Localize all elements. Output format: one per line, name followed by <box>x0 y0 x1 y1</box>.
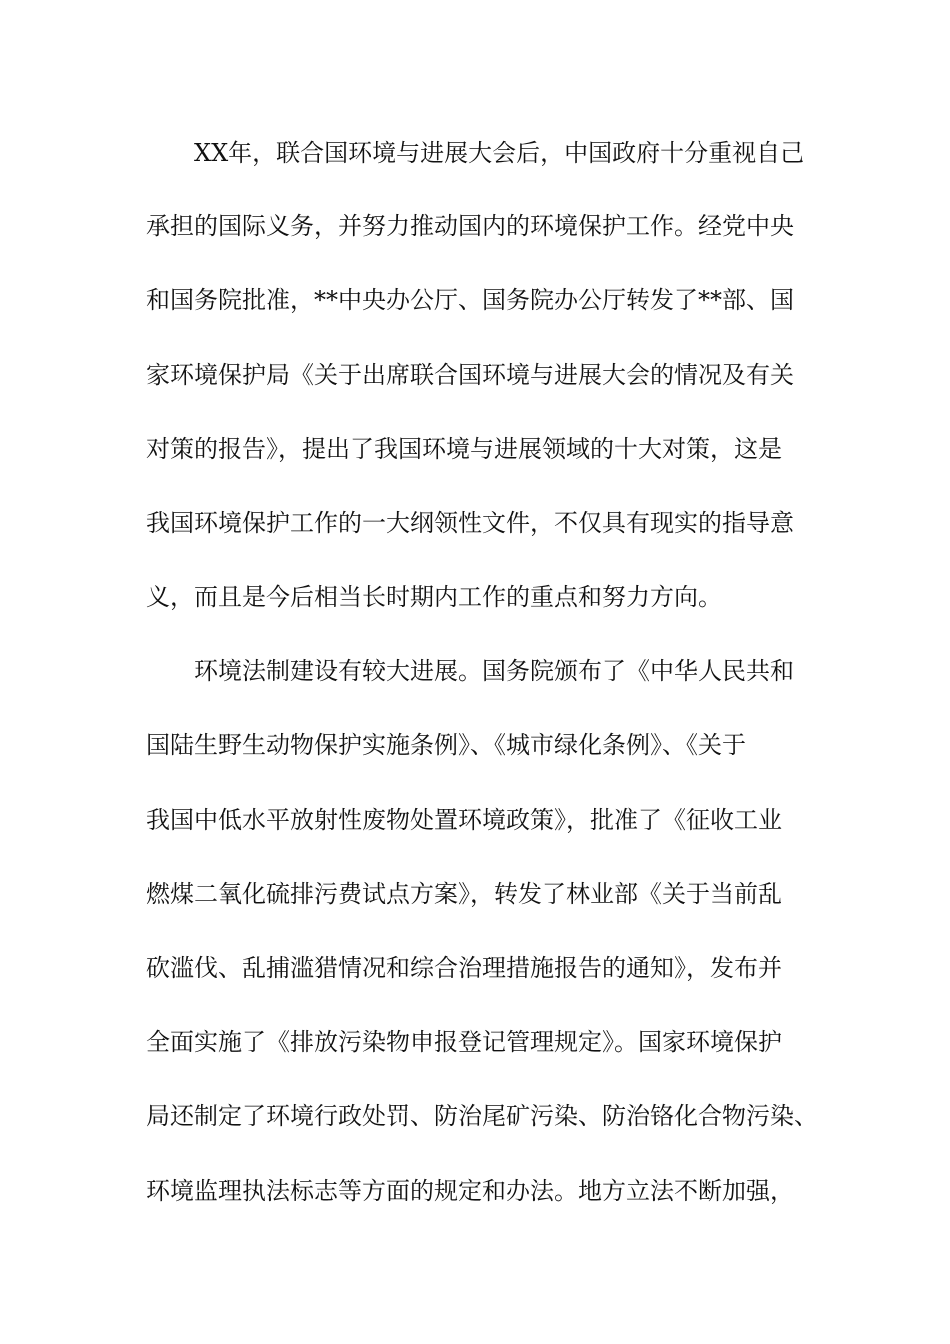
paragraph-1-line-5: 对策的报告》，提出了我国环境与进展领域的十大对策，这是 <box>146 435 782 463</box>
paragraph-2-line-5: 砍滥伐、乱捕滥猎情况和综合治理措施报告的通知》，发布并 <box>146 954 782 982</box>
paragraph-1-line-6: 我国环境保护工作的一大纲领性文件，不仅具有现实的指导意 <box>146 509 794 537</box>
paragraph-2-line-6: 全面实施了《排放污染物申报登记管理规定》。国家环境保护 <box>146 1028 782 1056</box>
paragraph-2-line-3: 我国中低水平放射性废物处置环境政策》，批准了《征收工业 <box>146 806 782 834</box>
paragraph-1-line-1: XX年，联合国环境与进展大会后，中国政府十分重视自己 <box>194 139 805 167</box>
paragraph-1-line-2: 承担的国际义务，并努力推动国内的环境保护工作。经党中央 <box>146 212 794 240</box>
paragraph-1-line-7: 义，而且是今后相当长时期内工作的重点和努力方向。 <box>146 583 722 611</box>
paragraph-2-line-1: 环境法制建设有较大进展。国务院颁布了《中华人民共和 <box>194 657 794 685</box>
paragraph-2-line-7: 局还制定了环境行政处罚、防治尾矿污染、防治铬化合物污染、 <box>146 1102 818 1130</box>
paragraph-2-line-4: 燃煤二氧化硫排污费试点方案》，转发了林业部《关于当前乱 <box>146 880 782 908</box>
paragraph-1-line-3: 和国务院批准，**中央办公厅、国务院办公厅转发了**部、国 <box>146 286 794 314</box>
paragraph-1-line-4: 家环境保护局《关于出席联合国环境与进展大会的情况及有关 <box>146 361 794 389</box>
paragraph-2-line-2: 国陆生野生动物保护实施条例》、《城市绿化条例》、《关于 <box>146 731 746 759</box>
paragraph-2-line-8: 环境监理执法标志等方面的规定和办法。地方立法不断加强， <box>146 1177 794 1205</box>
